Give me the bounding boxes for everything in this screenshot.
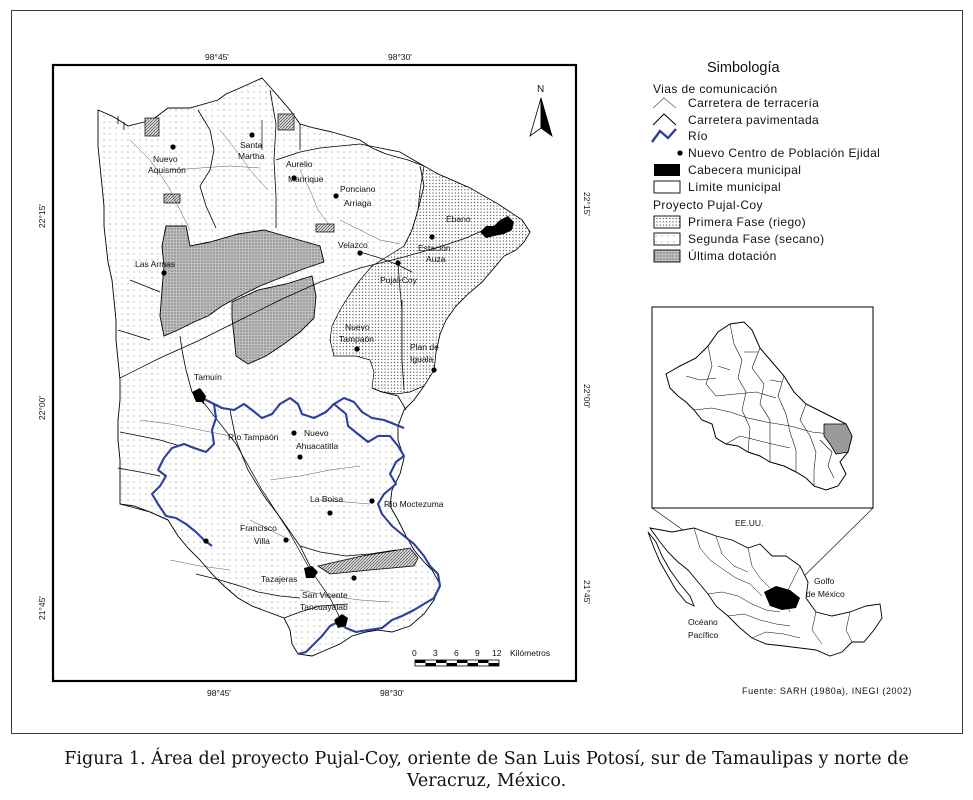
label-aurelio-manrique-2: Manrique [288,174,324,184]
legend-group-proyecto: Proyecto Pujal-Coy [653,198,763,212]
legend-symbol-segunda [654,233,680,245]
label-nuevo-aquismon-1: Nuevo [153,154,178,164]
label-ebano: Ébano [446,214,471,224]
label-la-boisa: La Boisa [310,494,344,504]
label-tazajeras: Tazajeras [261,574,298,584]
label-aurelio-manrique-1: Aurelio [286,159,313,169]
label-estacion-auza-2: Auza [426,254,446,264]
caption-line-2: Veracruz, México. [406,771,567,791]
label-santa-martha-1: Santa [240,140,263,150]
legend-item-ncpe: Nuevo Centro de Población Ejidal [688,146,881,160]
label-nuevo-tampaon-2: Tampaón [339,334,374,344]
label-santa-martha-2: Martha [238,151,265,161]
label-ponciano-arriaga-2: Arriaga [344,198,372,208]
legend-symbol-pavimentada [653,114,676,125]
figure-caption [20,748,953,792]
scale-3: 3 [433,648,438,658]
ultima-dotacion-small-2 [278,114,294,130]
legend-item-segunda: Segunda Fase (secano) [688,232,825,246]
label-pujal-coy: Pujal-Coy [380,275,417,285]
label-nuevo-ahuacatitla-1: Nuevo [304,428,329,438]
label-nuevo-aquismon-2: Aquismón [148,165,186,175]
label-rio-tampaon: Río Tampaón [228,432,279,442]
legend-title: Simbología [707,60,780,76]
label-gulf-2: de México [806,589,845,599]
coord-right-3: 21°45' [582,580,592,604]
scale-12: 12 [492,648,502,658]
coord-left-3: 21°45' [37,596,47,620]
ultima-dotacion-small-4 [316,224,334,232]
coord-top-1: 98°45' [205,52,229,62]
legend-symbol-cabecera [654,164,680,176]
coord-left-2: 22°00' [37,396,47,420]
label-pacific-2: Pacífico [688,630,719,640]
label-estacion-auza-1: Estación [418,243,451,253]
coord-right-1: 22°15' [582,192,592,216]
label-pacific-1: Océano [688,617,718,627]
coord-top-2: 98°30' [388,52,412,62]
legend-symbol-primera [654,216,680,228]
source-note: Fuente: SARH (1980a), INEGI (2002) [742,686,912,696]
legend-group-vias: Vias de comunicación [653,82,778,96]
label-las-armas: Las Armas [135,259,176,269]
legend-item-terraceria: Carretera de terracería [688,96,820,110]
label-ponciano-arriaga-1: Ponciano [340,184,376,194]
label-usa: EE.UU. [735,518,764,528]
caption-line-1: Figura 1. Área del proyecto Pujal-Coy, oriente de San Luis Potosí, sur de Tamaulipas y norte de [64,749,909,769]
coord-left-1: 22°15' [37,204,47,228]
label-san-vicente-2: Tancuayalab [300,602,348,612]
ultima-dotacion-small-1 [145,118,159,136]
label-rio-moctezuma: Río Moctezuma [384,499,444,509]
legend-symbol-ultima [654,250,680,262]
legend [652,60,880,263]
label-plan-iguala-1: Plan de [410,342,439,352]
label-gulf-1: Golfo [814,576,835,586]
legend-item-ultima: Última dotación [688,249,777,263]
legend-item-limite: Límite municipal [688,180,782,194]
ultima-dotacion-small-3 [164,194,180,203]
coord-right-2: 22°00' [582,384,592,408]
legend-item-rio: Río [688,129,708,143]
inset-state [652,307,873,508]
label-francisco-villa-1: Francisco [240,523,277,533]
legend-item-pavimentada: Carretera pavimentada [688,113,820,127]
label-francisco-villa-2: Villa [254,536,270,546]
legend-symbol-limite [654,181,680,193]
legend-symbol-terraceria [653,98,676,108]
coord-bottom-2: 98°30' [380,688,404,698]
label-tamuin: Tamuín [194,372,222,382]
label-nuevo-tampaon-1: Nuevo [345,322,370,332]
label-velazco: Velazco [338,240,368,250]
label-san-vicente-1: San Vicente [302,590,348,600]
scale-6: 6 [454,648,459,658]
coord-bottom-1: 98°45' [207,688,231,698]
scale-unit: Kilómetros [510,648,551,658]
scale-9: 9 [475,648,480,658]
label-plan-iguala-2: Iguala [410,354,434,364]
legend-item-primera: Primera Fase (riego) [688,215,807,229]
legend-item-cabecera: Cabecera municipal [688,163,802,177]
legend-symbol-rio [652,129,676,142]
scale-0: 0 [412,648,417,658]
north-label: N [537,84,545,95]
inset-mexico [648,518,882,656]
label-nuevo-ahuacatitla-2: Ahuacatitla [296,441,339,451]
legend-symbol-ncpe [677,150,682,155]
